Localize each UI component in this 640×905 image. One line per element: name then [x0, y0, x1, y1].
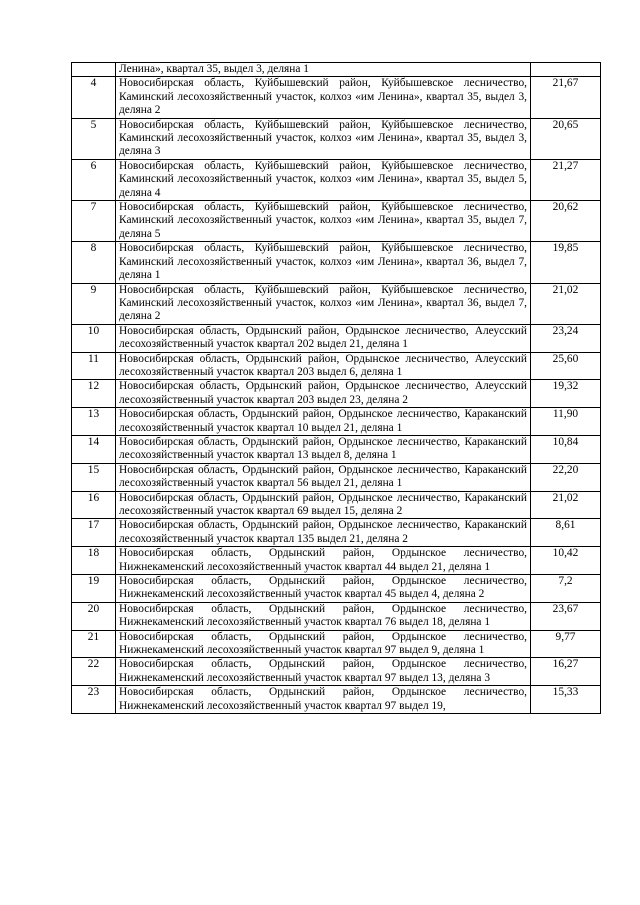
row-number: 19 [72, 575, 116, 603]
row-number: 23 [72, 686, 116, 714]
table-row [72, 491, 601, 519]
plot-location: Новосибирская область, Ордынский район, Ордынское лесничество, Нижнекаменский лесохозяйственный участок квартал 97 выдел 19, [116, 686, 531, 714]
plot-location: Новосибирская область, Куйбышевский район, Куйбышевское лесничество, Каминский лесохозяйственный участок, колхоз «им Ленина», квартал 35, выдел 5, деляна 4 [116, 159, 531, 200]
table-row [72, 463, 601, 491]
plot-area: 20,62 [531, 201, 601, 242]
plot-location: Новосибирская область, Ордынский район, Ордынское лесничество, Караканский лесохозяйственный участок квартал 13 выдел 8, деляна 1 [116, 435, 531, 463]
row-number: 6 [72, 159, 116, 200]
row-number: 20 [72, 602, 116, 630]
plot-area: 21,67 [531, 77, 601, 118]
table-row [72, 408, 601, 436]
plot-area: 23,67 [531, 602, 601, 630]
plot-location: Новосибирская область, Ордынский район, Ордынское лесничество, Караканский лесохозяйственный участок квартал 10 выдел 21, деляна 1 [116, 408, 531, 436]
plot-area: 23,24 [531, 324, 601, 352]
row-number: 11 [72, 352, 116, 380]
plot-location: Новосибирская область, Куйбышевский район, Куйбышевское лесничество, Каминский лесохозяйственный участок, колхоз «им Ленина», квартал 35, выдел 3, деляна 2 [116, 77, 531, 118]
table-body [72, 63, 601, 714]
table-row [72, 686, 601, 714]
row-number: 8 [72, 242, 116, 283]
plot-location: Новосибирская область, Ордынский район, Ордынское лесничество, Нижнекаменский лесохозяйственный участок квартал 45 выдел 4, деляна 2 [116, 575, 531, 603]
plot-area: 8,61 [531, 519, 601, 547]
row-number: 12 [72, 380, 116, 408]
plot-area: 10,42 [531, 547, 601, 575]
row-number: 15 [72, 463, 116, 491]
plot-location: Новосибирская область, Ордынский район, Ордынское лесничество, Нижнекаменский лесохозяйственный участок квартал 44 выдел 21, деляна 1 [116, 547, 531, 575]
table-row [72, 435, 601, 463]
table-row [72, 547, 601, 575]
row-number: 22 [72, 658, 116, 686]
plot-area: 11,90 [531, 408, 601, 436]
plot-area: 9,77 [531, 630, 601, 658]
row-number: 16 [72, 491, 116, 519]
table-row [72, 242, 601, 283]
table-row [72, 159, 601, 200]
row-number: 9 [72, 283, 116, 324]
plot-location: Новосибирская область, Ордынский район, Ордынское лесничество, Алеусский лесохозяйственный участок квартал 203 выдел 6, деляна 1 [116, 352, 531, 380]
plot-area: 21,02 [531, 491, 601, 519]
table-row [72, 352, 601, 380]
row-number: 13 [72, 408, 116, 436]
plot-location: Новосибирская область, Ордынский район, Ордынское лесничество, Нижнекаменский лесохозяйственный участок квартал 76 выдел 18, деляна 1 [116, 602, 531, 630]
plot-area [531, 63, 601, 77]
table-row [72, 380, 601, 408]
table-row [72, 630, 601, 658]
plot-area: 15,33 [531, 686, 601, 714]
plot-location: Новосибирская область, Куйбышевский район, Куйбышевское лесничество, Каминский лесохозяйственный участок, колхоз «им Ленина», квартал 35, выдел 7, деляна 5 [116, 201, 531, 242]
table-row [72, 201, 601, 242]
forest-plots-table [71, 62, 601, 714]
table-row [72, 324, 601, 352]
plot-area: 21,27 [531, 159, 601, 200]
table-row [72, 602, 601, 630]
plot-area: 20,65 [531, 118, 601, 159]
row-number: 18 [72, 547, 116, 575]
row-number: 10 [72, 324, 116, 352]
plot-location: Новосибирская область, Ордынский район, Ордынское лесничество, Нижнекаменский лесохозяйственный участок квартал 97 выдел 9, деляна 1 [116, 630, 531, 658]
plot-area: 19,32 [531, 380, 601, 408]
plot-location: Новосибирская область, Куйбышевский район, Куйбышевское лесничество, Каминский лесохозяйственный участок, колхоз «им Ленина», квартал 36, выдел 7, деляна 2 [116, 283, 531, 324]
plot-area: 22,20 [531, 463, 601, 491]
plot-location: Новосибирская область, Ордынский район, Ордынское лесничество, Алеусский лесохозяйственный участок квартал 203 выдел 23, деляна 2 [116, 380, 531, 408]
row-number: 21 [72, 630, 116, 658]
plot-location: Новосибирская область, Ордынский район, Ордынское лесничество, Нижнекаменский лесохозяйственный участок квартал 97 выдел 13, деляна 3 [116, 658, 531, 686]
plot-area: 19,85 [531, 242, 601, 283]
plot-location: Новосибирская область, Ордынский район, Ордынское лесничество, Караканский лесохозяйственный участок квартал 135 выдел 21, деляна 2 [116, 519, 531, 547]
plot-area: 25,60 [531, 352, 601, 380]
plot-area: 16,27 [531, 658, 601, 686]
row-number: 14 [72, 435, 116, 463]
plot-area: 7,2 [531, 575, 601, 603]
plot-location: Новосибирская область, Куйбышевский район, Куйбышевское лесничество, Каминский лесохозяйственный участок, колхоз «им Ленина», квартал 36, выдел 7, деляна 1 [116, 242, 531, 283]
row-number: 5 [72, 118, 116, 159]
row-number: 17 [72, 519, 116, 547]
plot-area: 21,02 [531, 283, 601, 324]
plot-location: Новосибирская область, Ордынский район, Ордынское лесничество, Караканский лесохозяйственный участок квартал 69 выдел 15, деляна 2 [116, 491, 531, 519]
table-row [72, 658, 601, 686]
plot-location: Новосибирская область, Ордынский район, Ордынское лесничество, Караканский лесохозяйственный участок квартал 56 выдел 21, деляна 1 [116, 463, 531, 491]
table-row [72, 118, 601, 159]
table-row [72, 519, 601, 547]
table-row [72, 63, 601, 77]
table-row [72, 575, 601, 603]
table-row [72, 283, 601, 324]
table-row [72, 77, 601, 118]
row-number [72, 63, 116, 77]
plot-location: Новосибирская область, Ордынский район, Ордынское лесничество, Алеусский лесохозяйственный участок квартал 202 выдел 21, деляна 1 [116, 324, 531, 352]
plot-location: Новосибирская область, Куйбышевский район, Куйбышевское лесничество, Каминский лесохозяйственный участок, колхоз «им Ленина», квартал 35, выдел 3, деляна 3 [116, 118, 531, 159]
row-number: 4 [72, 77, 116, 118]
plot-location: Ленина», квартал 35, выдел 3, деляна 1 [116, 63, 531, 77]
row-number: 7 [72, 201, 116, 242]
plot-area: 10,84 [531, 435, 601, 463]
